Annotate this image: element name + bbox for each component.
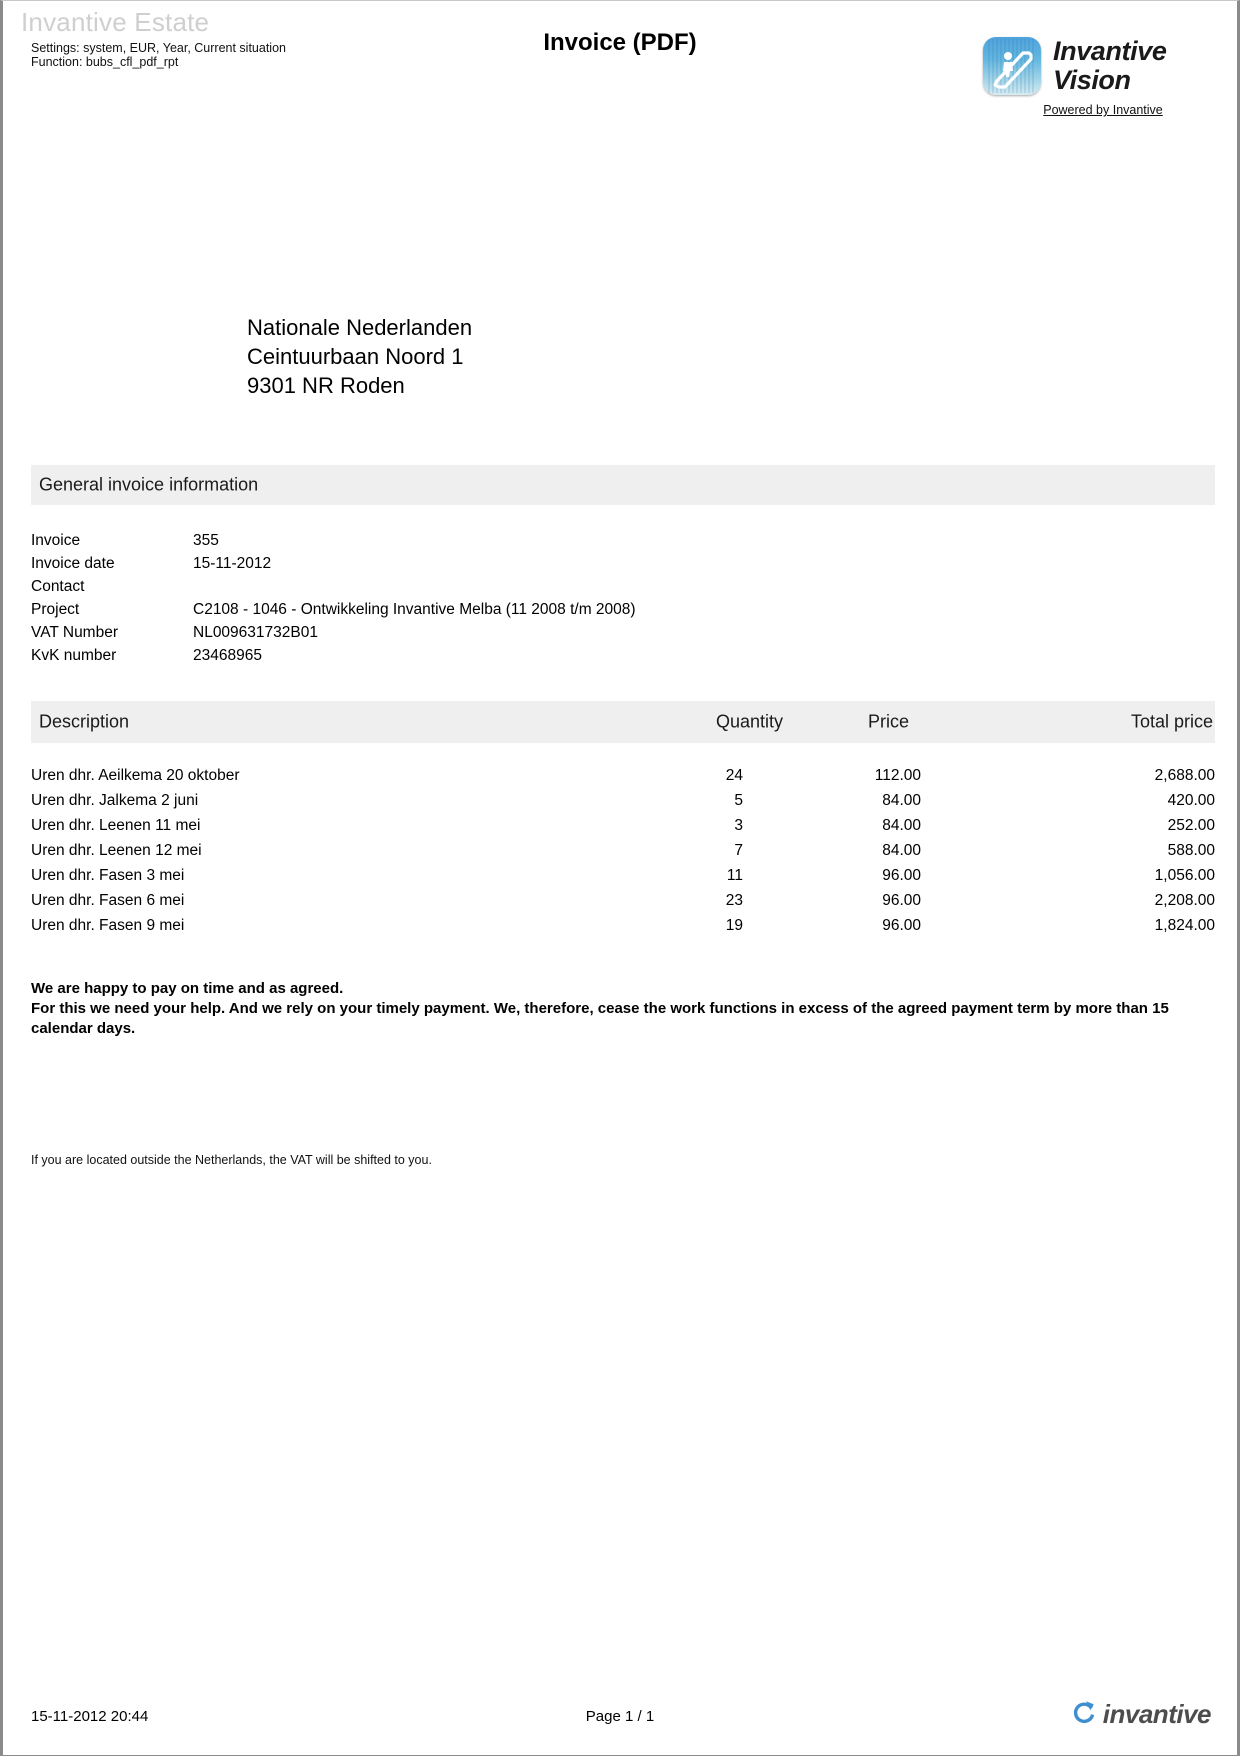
escalator-person-icon — [983, 37, 1041, 95]
general-info-heading-band — [31, 465, 1215, 505]
terms-line-1: We are happy to pay on time and as agreed. — [31, 980, 344, 997]
cell-description: Uren dhr. Leenen 12 mei — [31, 842, 202, 859]
cell-price: 96.00 — [882, 867, 921, 884]
info-value: 355 — [193, 532, 219, 549]
payment-terms-note — [31, 979, 1213, 1039]
cell-price: 96.00 — [882, 917, 921, 934]
cell-description: Uren dhr. Fasen 3 mei — [31, 867, 185, 884]
info-key: KvK number — [31, 647, 117, 664]
refresh-circle-arrow-icon — [1072, 1699, 1096, 1730]
address-line-3: 9301 NR Roden — [247, 373, 405, 398]
column-header-description: Description — [39, 711, 130, 732]
cell-quantity: 24 — [725, 767, 743, 784]
table-row — [31, 838, 1215, 863]
info-key: VAT Number — [31, 624, 118, 641]
recipient-address — [247, 313, 472, 400]
cell-quantity: 23 — [725, 892, 743, 909]
info-row-kvk-number — [31, 644, 636, 667]
info-value: 23468965 — [193, 647, 262, 664]
info-row-vat-number — [31, 621, 636, 644]
address-line-1: Nationale Nederlanden — [247, 315, 473, 340]
info-row-contact — [31, 575, 636, 598]
cell-price: 112.00 — [874, 767, 921, 784]
footer-timestamp: 15-11-2012 20:44 — [31, 1708, 149, 1725]
cell-price: 84.00 — [882, 817, 921, 834]
column-header-price: Price — [867, 711, 909, 732]
info-key: Invoice date — [31, 555, 115, 572]
function-line: Function: bubs_cfl_pdf_rpt — [31, 55, 179, 69]
column-header-total-price: Total price — [1130, 711, 1213, 732]
cell-price: 84.00 — [882, 842, 921, 859]
info-value: 15-11-2012 — [193, 555, 272, 572]
table-row — [31, 813, 1215, 838]
info-key: Project — [31, 601, 80, 618]
cell-total: 1,824.00 — [1154, 917, 1215, 934]
info-key: Contact — [31, 578, 85, 595]
items-table-header — [31, 701, 1215, 743]
vat-shift-note: If you are located outside the Netherlands, the VAT will be shifted to you. — [31, 1153, 432, 1167]
info-row-invoice-date — [31, 552, 636, 575]
invantive-vision-logo — [983, 37, 1166, 95]
invantive-vision-wordmark — [1053, 37, 1166, 94]
info-row-invoice — [31, 529, 636, 552]
cell-price: 84.00 — [882, 792, 921, 809]
cell-quantity: 7 — [734, 842, 743, 859]
powered-by-link[interactable]: Powered by Invantive — [1043, 103, 1163, 117]
logo-line-1: Invantive — [1053, 36, 1167, 67]
cell-description: Uren dhr. Leenen 11 mei — [31, 817, 201, 834]
cell-total: 2,688.00 — [1154, 767, 1215, 784]
cell-description: Uren dhr. Fasen 6 mei — [31, 892, 185, 909]
table-row — [31, 888, 1215, 913]
terms-line-2: For this we need your help. And we rely on your timely payment. We, therefore, cease the work functions in excess of the agreed payment term by more than 15 calendar days. — [31, 1000, 1169, 1037]
cell-total: 588.00 — [1167, 842, 1215, 859]
cell-quantity: 3 — [734, 817, 743, 834]
cell-quantity: 19 — [725, 917, 743, 934]
cell-quantity: 11 — [726, 867, 743, 884]
cell-quantity: 5 — [734, 792, 743, 809]
info-key: Invoice — [31, 532, 81, 549]
cell-total: 1,056.00 — [1154, 867, 1215, 884]
settings-line: Settings: system, EUR, Year, Current situation — [31, 41, 286, 55]
address-line-2: Ceintuurbaan Noord 1 — [247, 344, 464, 369]
page-title: Invoice (PDF) — [543, 29, 697, 56]
table-row — [31, 763, 1215, 788]
general-info-heading: General invoice information — [39, 474, 259, 495]
general-info-list — [31, 529, 636, 667]
logo-line-2: Vision — [1053, 65, 1131, 95]
cell-description: Uren dhr. Fasen 9 mei — [31, 917, 185, 934]
footer-page-number: Page 1 / 1 — [585, 1708, 655, 1725]
items-table-body — [31, 763, 1215, 938]
table-row — [31, 913, 1215, 938]
application-watermark-title: Invantive Estate — [21, 7, 210, 37]
cell-description: Uren dhr. Jalkema 2 juni — [31, 792, 199, 809]
invantive-wordmark: invantive — [1102, 1699, 1211, 1729]
cell-total: 2,208.00 — [1154, 892, 1215, 909]
info-value: NL009631732B01 — [193, 624, 318, 641]
cell-description: Uren dhr. Aeilkema 20 oktober — [31, 767, 240, 784]
cell-total: 252.00 — [1167, 817, 1215, 834]
info-value: C2108 - 1046 - Ontwikkeling Invantive Melba (11 2008 t/m 2008) — [193, 601, 636, 618]
column-header-quantity: Quantity — [715, 711, 783, 732]
cell-price: 96.00 — [882, 892, 921, 909]
invantive-footer-logo — [1072, 1699, 1211, 1730]
table-row — [31, 863, 1215, 888]
cell-total: 420.00 — [1167, 792, 1215, 809]
info-row-project — [31, 598, 636, 621]
table-row — [31, 788, 1215, 813]
